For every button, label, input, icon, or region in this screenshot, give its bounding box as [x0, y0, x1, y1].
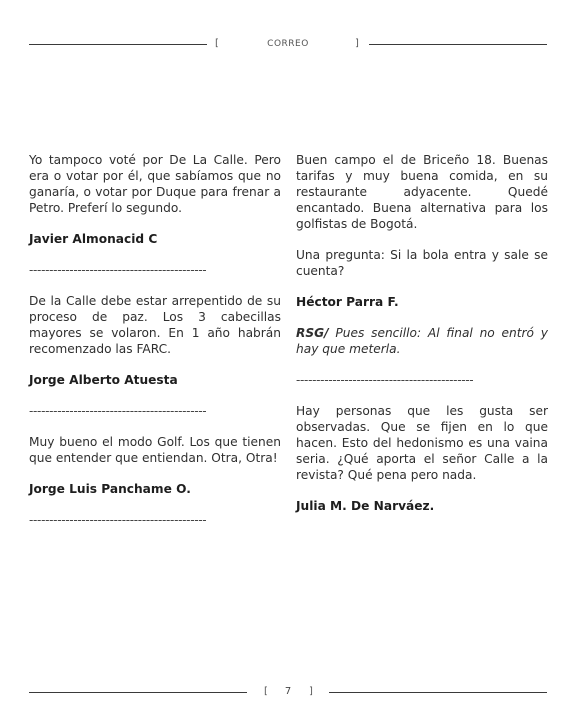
header-bracket-open: [	[215, 38, 219, 49]
header-bracket-close: ]	[355, 38, 359, 49]
separator-line: --------------------------------------------	[29, 263, 207, 277]
footer-rule-right	[329, 692, 547, 693]
letter-author: Héctor Parra F.	[296, 295, 399, 309]
separator-line: --------------------------------------------	[296, 373, 474, 387]
letter-author: Javier Almonacid C	[29, 232, 158, 246]
footer-bracket-close: ]	[309, 686, 313, 697]
page-number: 7	[284, 686, 292, 697]
footer-bracket-open: [	[264, 686, 268, 697]
letter-author: Julia M. De Narváez.	[296, 499, 435, 513]
editor-reply-text: Pues sencillo: Al final no entró y hay que meterla.	[296, 326, 548, 356]
header-rule-left	[29, 44, 207, 45]
letter-text: Hay personas que les gusta ser observadas. Que se fijen en lo que hacen. Esto del hedonismo es una vaina seria. ¿Qué aporta el señor Calle a la revista? Qué pena pero nada.	[296, 404, 548, 482]
letter-question: Una pregunta: Si la bola entra y sale se cuenta?	[296, 248, 548, 278]
letter-author: Jorge Alberto Atuesta	[29, 373, 178, 387]
right-column	[296, 152, 548, 514]
editor-reply	[296, 325, 548, 357]
letter-text: Buen campo el de Briceño 18. Buenas tarifas y muy buena comida, en su restaurante adyacente. Quedé encantado. Buena alternativa para los golfistas de Bogotá.	[296, 153, 548, 231]
left-column	[29, 152, 281, 528]
letter-text: De la Calle debe estar arrepentido de su proceso de paz. Los 3 cabecillas mayores se volaron. En 1 año habrán recomenzado las FARC.	[29, 294, 281, 356]
footer-rule-left	[29, 692, 247, 693]
editor-reply-tag: RSG/	[296, 326, 329, 340]
section-title: CORREO	[267, 39, 309, 49]
separator-line: --------------------------------------------	[29, 404, 207, 418]
letter-author: Jorge Luis Panchame O.	[29, 482, 191, 496]
letter-text: Yo tampoco voté por De La Calle. Pero era o votar por él, que sabíamos que no ganaría, o votar por Duque para frenar a Petro. Preferí lo segundo.	[29, 153, 281, 215]
header-rule-right	[369, 44, 547, 45]
separator-line: --------------------------------------------	[29, 513, 207, 527]
letter-text: Muy bueno el modo Golf. Los que tienen que entender que entiendan. Otra, Otra!	[29, 435, 281, 465]
